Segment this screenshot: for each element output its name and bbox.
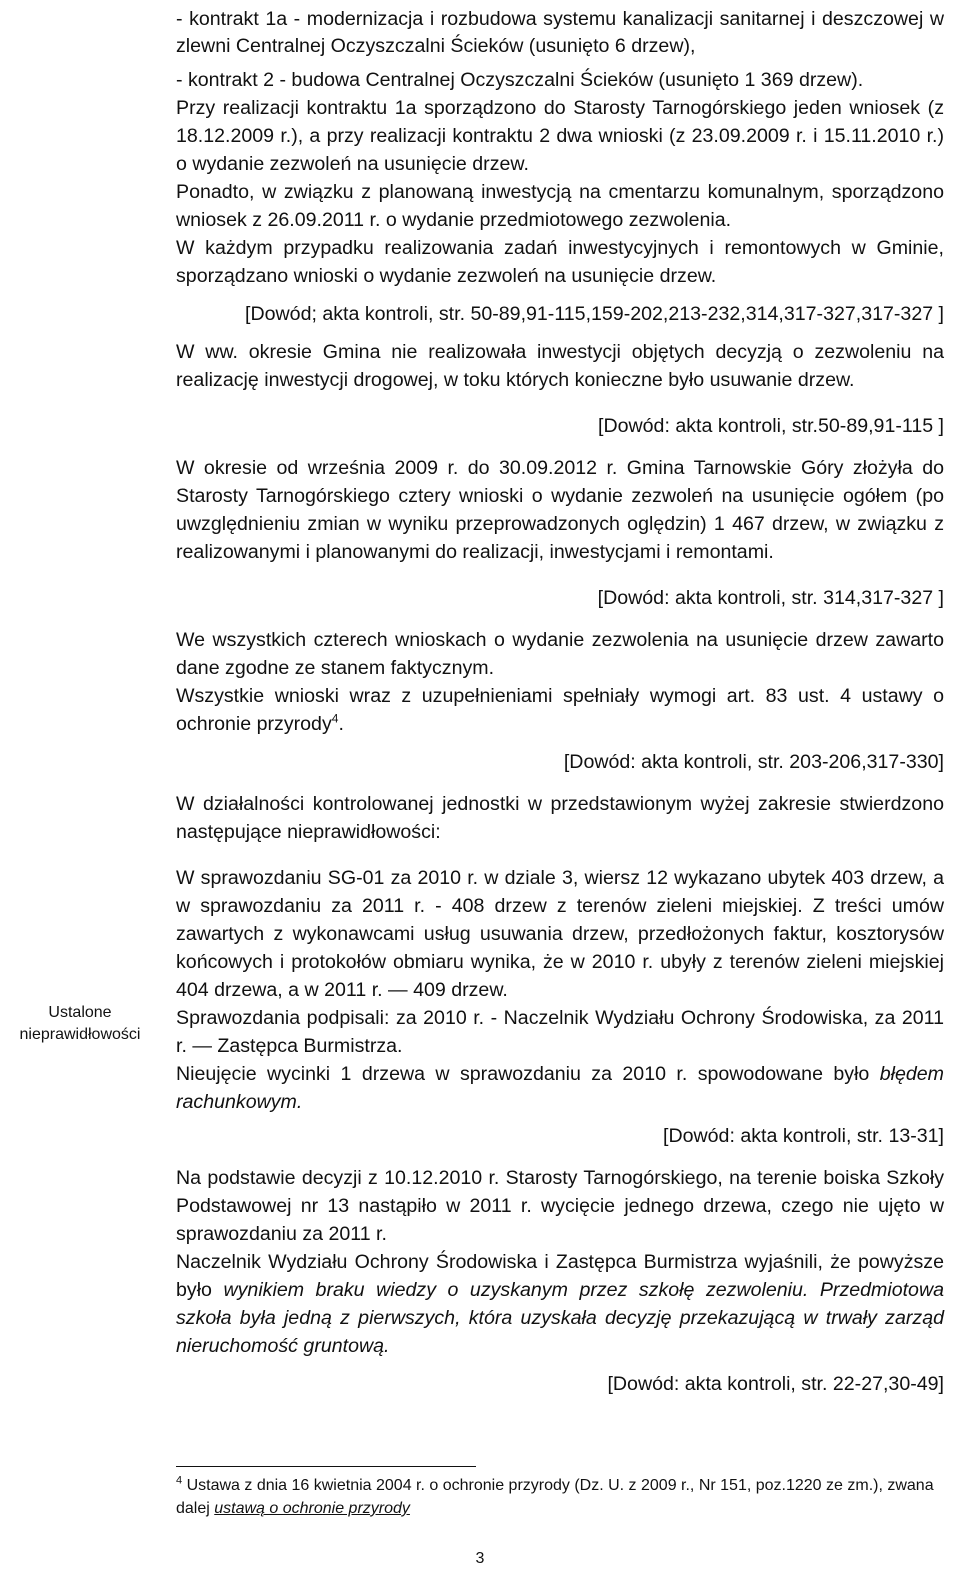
bullet-kontrakt-1a: - kontrakt 1a - modernizacja i rozbudowa systemu kanalizacji sanitarnej i deszczowej w zlewni Centralnej Oczyszczalni Ścieków (usunięto 6 drzew), bbox=[176, 8, 944, 57]
footnote-separator bbox=[176, 1466, 476, 1467]
italic-phrase: błędem rachunkowym. bbox=[176, 1063, 944, 1113]
paragraph-wymogi: Wszystkie wnioski wraz z uzupełnieniami spełniały wymogi art. 83 ust. 4 ustawy o ochronie przyrody$^4$. bbox=[176, 685, 944, 735]
evidence-ref-3: [Dowód: akta kontroli, str. 314,317-327 ] bbox=[597, 587, 944, 609]
paragraph-okres: W okresie od września 2009 r. do 30.09.2012 r. Gmina Tarnowskie Góry złożyła do Starosty Tarnogórskiego cztery wnioski o wydanie zezwoleń na usunięcie ogółem (po uwzględnieniu zmian w wyniku przeprowadzonych oględzin) 1 467 drzew, w związku z realizowanymi i planowanymi do realizacji, inwestycjami i remontami. bbox=[176, 457, 944, 563]
evidence-ref-1: [Dowód; akta kontroli, str. 50-89,91-115,159-202,213-232,314,317-327,317-327 ] bbox=[245, 303, 944, 325]
page-number: 3 bbox=[475, 1550, 485, 1567]
section-label bbox=[4, 1002, 156, 1046]
side-column bbox=[0, 0, 162, 1588]
footnote-text: Ustawa z dnia 16 kwietnia 2004 r. o ochronie przyrody (Dz. U. z 2009 r., Nr 151, poz.1220 ze zm.), zwana dalej bbox=[176, 1477, 934, 1517]
paragraph-sprawozdanie: W sprawozdaniu SG-01 za 2010 r. w dziale 3, wiersz 12 wykazano ubytek 403 drzew, a w sprawozdaniu za 2011 r. - 408 drzew z terenów zieleni miejskiej. Z treści umów zawartych z wykonawcami usług usuwania drzew, przedłożonych faktur, kosztorysów końcowych i protokołów obmiaru wynika, że w 2010 r. ubyły z terenów zieleni miejskiej 404 drzewa, a w 2011 r. — 409 drzew. bbox=[176, 867, 944, 1001]
paragraph-wyjasnienie: Naczelnik Wydziału Ochrony Środowiska i Zastępca Burmistrza wyjaśnili, że powyższe było wynikiem braku wiedzy o uzyskanym przez szkołę zezwoleniu. Przedmiotowa szkoła była jedną z pierwszych, która uzyskała decyzję przekazującą w trwały zarząd nieruchomość gruntową. bbox=[176, 1251, 944, 1357]
paragraph-kazdy-przypadek: W każdym przypadku realizowania zadań inwestycyjnych i remontowych w Gminie, sporządzano wnioski o wydanie zezwoleń na usunięcie drzew. bbox=[176, 237, 944, 287]
evidence-ref-4: [Dowód: akta kontroli, str. 203-206,317-330] bbox=[563, 751, 944, 773]
paragraph-decyzja: Na podstawie decyzji z 10.12.2010 r. Starosty Tarnogórskiego, na terenie boiska Szkoły Podstawowej nr 13 nastąpiło w 2011 r. wycięcie jednego drzewa, czego nie ujęto w sprawozdaniu za 2011 r. bbox=[176, 1167, 944, 1245]
footnote-marker: 4 bbox=[331, 711, 339, 726]
paragraph-podpisali: Sprawozdania podpisali: za 2010 r. - Naczelnik Wydziału Ochrony Środowiska, za 2011 r. — Zastępca Burmistrza. bbox=[176, 1007, 944, 1057]
evidence-ref-6: [Dowód: akta kontroli, str. 22-27,30-49] bbox=[607, 1373, 944, 1395]
paragraph-wnioski: Przy realizacji kontraktu 1a sporządzono do Starosty Tarnogórskiego jeden wniosek (z 18.12.2009 r.), a przy realizacji kontraktu 2 dwa wnioski (z 23.09.2009 r. i 15.11.2010 r.) o wydanie zezwoleń na usunięcie drzew. bbox=[176, 97, 944, 175]
section-label-line1: Ustalone bbox=[48, 1004, 112, 1021]
paragraph-nieujecie: Nieujęcie wycinki 1 drzewa w sprawozdaniu za 2010 r. spowodowane było błędem rachunkowym. bbox=[176, 1063, 944, 1113]
paragraph-inwestycje-drogowe: W ww. okresie Gmina nie realizowała inwestycji objętych decyzją o zezwoleniu na realizację inwestycji drogowej, w toku których konieczne było usuwanie drzew. bbox=[176, 341, 944, 391]
italic-explanation: wynikiem braku wiedzy o uzyskanym przez szkołę zezwoleniu. Przedmiotowa szkoła była jedną z pierwszych, która uzyskała decyzję przekazującą w trwały zarząd nieruchomość gruntową. bbox=[176, 1279, 944, 1357]
evidence-ref-2: [Dowód: akta kontroli, str.50-89,91-115 ] bbox=[598, 415, 944, 437]
bullet-kontrakt-2: - kontrakt 2 - budowa Centralnej Oczyszczalni Ścieków (usunięto 1 369 drzew). bbox=[176, 69, 864, 91]
paragraph-wymogi-text: Wszystkie wnioski wraz z uzupełnieniami spełniały wymogi art. 83 ust. 4 ustawy o ochronie przyrody bbox=[176, 685, 944, 735]
paragraph-cmentarz: Ponadto, w związku z planowaną inwestycją na cmentarzu komunalnym, sporządzono wniosek z 26.09.2011 r. o wydanie przedmiotowego zezwolenia. bbox=[176, 181, 944, 231]
footnote-number: 4 bbox=[176, 1474, 183, 1487]
main-text bbox=[176, 6, 944, 1398]
section-label-line2: nieprawidłowości bbox=[19, 1026, 141, 1043]
footnote-italic: ustawą o ochronie przyrody bbox=[214, 1500, 410, 1517]
paragraph-wszystkie-wnioski: We wszystkich czterech wnioskach o wydanie zezwolenia na usunięcie drzew zawarto dane zgodne ze stanem faktycznym. bbox=[176, 629, 944, 679]
paragraph-nieprawidlowosci: W działalności kontrolowanej jednostki w przedstawionym wyżej zakresie stwierdzono następujące nieprawidłowości: bbox=[176, 793, 944, 843]
evidence-ref-5: [Dowód: akta kontroli, str. 13-31] bbox=[663, 1125, 944, 1147]
footnote bbox=[176, 1474, 952, 1520]
